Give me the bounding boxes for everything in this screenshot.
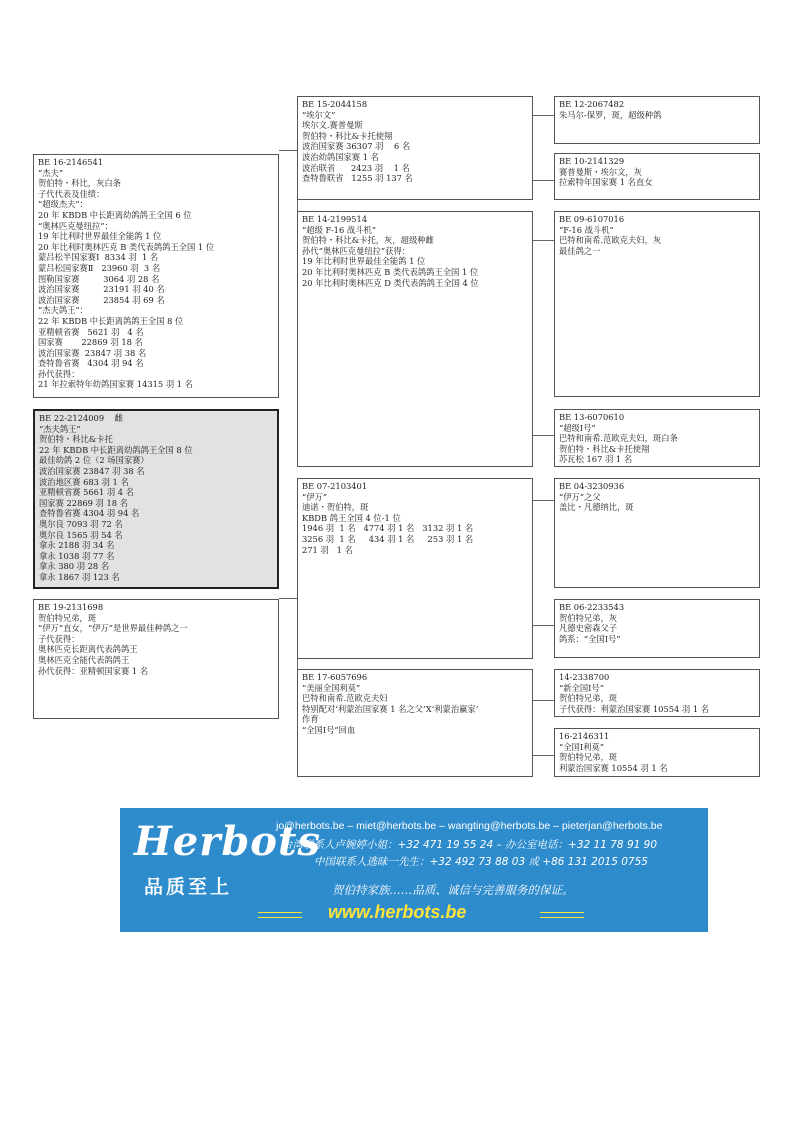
pedigree-line: “全国Ⅰ利莫” [559,741,604,752]
pedigree-line: BE 22-2124009 雌 [39,413,123,423]
pedigree-line: 埃尔文.赛普曼斯 [302,120,363,131]
pedigree-line: 22 年 KBDB 中长距离鸽鸽王全国 8 位 [38,315,184,326]
pedigree-subject-box [33,409,279,589]
pedigree-line: 朱马尔-保罗，斑，超级种鸽 [559,109,662,120]
pedigree-line: “F-16 战斗机” [559,224,614,235]
pedigree-line: 苏瓦松 167 羽 1 名 [559,454,633,465]
pedigree-line: 拉索特年国家赛 1 名直女 [559,177,653,188]
pedigree-line: 波治国家赛 23854 羽 69 名 [38,294,165,305]
banner-slogan: 品质至上 [144,876,233,898]
pedigree-line: 查特鲁联省 1255 羽 137 名 [302,173,413,184]
pedigree-line: BE 16-2146541 [38,157,104,167]
pedigree-sds-box [554,211,760,397]
pedigree-line: “埃尔文” [302,109,336,120]
pedigree-line: 奥尔良 1565 羽 54 名 [39,529,123,540]
banner-contact-china: 中国联系人逃昧一先生：+32 492 73 88 03 或 +86 131 2015 0755 [314,856,648,868]
pedigree-line: 孙代获得：亚精顿国家赛 1 名 [38,665,149,676]
banner-motto: 贺伯特家族……品质、诚信与完善服务的保证。 [332,883,574,897]
pedigree-line: 波治幼鸽国家赛 1 名 [302,151,379,162]
pedigree-line: BE 09-6107016 [559,214,625,224]
pedigree-line: 20 年比利时奥林匹克 B 类代表鸽鸽王全国 1 位 [38,241,215,252]
pedigree-line: 拿永 1867 羽 123 名 [39,571,120,582]
pedigree-line: 拿永 2188 羽 34 名 [39,540,115,551]
pedigree-line: 孙代获得： [38,368,80,379]
pedigree-line: 子代获得： [38,633,80,644]
pedigree-line: 迪诺・贺伯特，斑 [302,502,369,513]
pedigree-line: 19 年比利时世界最佳全能鸽 1 位 [38,231,162,242]
herbots-banner [120,808,708,932]
pedigree-line: BE 12-2067482 [559,99,625,109]
pedigree-line: 蒙吕松半国家赛Ⅰ 8334 羽 1 名 [38,252,159,263]
banner-rule-right [540,912,584,918]
pedigree-line: 1946 羽 1 名 4774 羽 1 名 3132 羽 1 名 [302,523,474,534]
pedigree-line: 奥林匹克长距离代表鸽鸽王 [38,644,138,655]
connector-line [533,180,554,181]
pedigree-line: 凡德史密森父子 [559,623,618,634]
pedigree-line: 蒙吕松国家赛Ⅱ 23960 羽 3 名 [38,262,161,273]
pedigree-dds-box [554,669,760,717]
pedigree-line: “杰夫” [38,167,64,178]
pedigree-line: 3256 羽 1 名 434 羽 1 名 253 羽 1 名 [302,533,474,544]
pedigree-line: BE 07-2103401 [302,481,368,491]
pedigree-line: “奥林匹克曼纽拉”： [38,220,113,231]
pedigree-line: 21 年拉索特年幼鸽国家赛 14315 羽 1 名 [38,379,193,390]
connector-line [533,755,554,756]
pedigree-line: 波治国家赛 23847 羽 38 名 [39,465,145,476]
pedigree-line: 波治国家赛 23847 羽 38 名 [38,347,147,358]
pedigree-line: 奥林匹克全能代表鸽鸽王 [38,654,130,665]
pedigree-ssd-box [554,153,760,200]
pedigree-line: “全国Ⅰ号”回血 [302,724,356,735]
pedigree-line: 巴特和南希.范欧克夫妇，斑白条 [559,433,678,444]
pedigree-line: 16-2146311 [559,731,610,741]
pedigree-line: 拿永 380 羽 28 名 [39,561,110,572]
pedigree-line: 贺伯特兄弟，斑 [38,612,97,623]
pedigree-line: “杰夫鸽王”： [38,305,88,316]
connector-line [533,625,554,626]
pedigree-line: 赛普曼斯・埃尔文，灰 [559,166,642,177]
pedigree-line: 贺伯特・科比&卡托，灰，超级种雌 [302,235,434,246]
pedigree-line: 拿永 1038 羽 77 名 [39,550,115,561]
pedigree-line: 贺伯特・科比&卡托 [39,434,113,445]
pedigree-sire-box [33,154,279,398]
pedigree-line: 贺伯特・科比，灰白条 [38,178,121,189]
pedigree-line: 盖比・凡德纳比，斑 [559,502,634,513]
pedigree-line: BE 06-2233543 [559,602,625,612]
pedigree-line: 查特鲁省赛 4304 羽 94 名 [38,358,144,369]
pedigree-line: 贺伯特兄弟，灰 [559,612,618,623]
pedigree-line: 作育 [302,714,319,725]
pedigree-line: 19 年比利时世界最佳全能鸽 1 位 [302,256,426,267]
pedigree-sdd-box [554,409,760,467]
connector-line [533,115,554,116]
connector-line [279,150,297,151]
pedigree-line: “伊万”之父 [559,491,601,502]
pedigree-dsd-box [554,599,760,658]
pedigree-line: “杰夫鸽王” [39,423,81,434]
pedigree-line: “超级 F-16 战斗机” [302,224,376,235]
pedigree-line: BE 04-3230936 [559,481,625,491]
pedigree-line: 波治国家赛 23191 羽 40 名 [38,284,165,295]
pedigree-line: 贺伯特・科比&卡托使翔 [302,130,393,141]
pedigree-sire-sire-box [297,96,533,200]
pedigree-sire-dam-box [297,211,533,467]
pedigree-line: 最佳幼鸽 2 位（2 场国家赛） [39,455,149,466]
connector-line [533,240,554,241]
pedigree-line: BE 19-2131698 [38,602,104,612]
pedigree-line: 271 羽 1 名 [302,544,353,555]
pedigree-line: “超级Ⅰ号” [559,422,596,433]
pedigree-line: 巴特和南希.范欧克夫妇 [302,693,388,704]
pedigree-line: 孙代“奥林匹克曼纽拉”获得： [302,245,411,256]
pedigree-line: 图勒国家赛 3064 羽 28 名 [38,273,160,284]
pedigree-line: KBDB 鸽王全国 4 位-1 位 [302,512,401,523]
pedigree-line: 查特鲁省赛 4304 羽 94 名 [39,508,140,519]
pedigree-ddd-box [554,728,760,777]
pedigree-line: 子代获得：利蒙治国家赛 10554 羽 1 名 [559,703,710,714]
pedigree-line: 波治联省 2423 羽 1 名 [302,162,410,173]
pedigree-line: 14-2338700 [559,672,610,682]
pedigree-line: 特别配对‘利蒙治国家赛 1 名之父’X‘利蒙治赢家’ [302,703,479,714]
pedigree-line: 国家赛 22869 羽 18 名 [38,337,143,348]
pedigree-sss-box [554,96,760,144]
pedigree-line: 20 年比利时奥林匹克 B 类代表鸽鸽王全国 1 位 [302,266,479,277]
pedigree-line: BE 17-6057696 [302,672,368,682]
herbots-logo: Herbots [134,818,321,865]
pedigree-line: BE 10-2141329 [559,156,625,166]
pedigree-line: 国家赛 22869 羽 18 名 [39,497,128,508]
pedigree-dam-sire-box [297,478,533,659]
pedigree-line: BE 13-6070610 [559,412,625,422]
pedigree-line: 鸽系：“全国Ⅰ号” [559,633,621,644]
pedigree-line: 20 年比利时奥林匹克 D 类代表鸽鸽王全国 4 位 [302,277,479,288]
pedigree-line: 亚精顿省赛 5661 羽 4 名 [39,487,135,498]
pedigree-line: BE 14-2199514 [302,214,368,224]
banner-emails[interactable]: jo@herbots.be – miet@herbots.be – wangting@herbots.be – pieterjan@herbots.be [276,820,663,832]
connector-line [533,435,554,436]
banner-rule-left [258,912,302,918]
pedigree-line: 贺伯特兄弟，斑 [559,693,618,704]
pedigree-line: 波治国家赛 36307 羽 6 名 [302,141,411,152]
pedigree-line: “伊万”直女，“伊万”是世界最佳种鸽之一 [38,623,188,634]
pedigree-dss-box [554,478,760,588]
pedigree-line: 20 年 KBDB 中长距离幼鸽鸽王全国 6 位 [38,209,192,220]
pedigree-line: 子代代表及佳绩： [38,188,105,199]
pedigree-line: 贺伯特・科比&卡托使翔 [559,443,650,454]
pedigree-line: BE 15-2044158 [302,99,368,109]
connector-line [279,598,297,599]
pedigree-line: “伊万” [302,491,328,502]
pedigree-line: “美丽全国利莫” [302,682,361,693]
banner-contact-taiwan: 台湾联系人卢婉婷小姐：+32 471 19 55 24 – 办公室电话：+32 11 78 91 90 [282,839,658,851]
pedigree-line: 亚精顿省赛 5621 羽 4 名 [38,326,144,337]
connector-line [533,700,554,701]
pedigree-line: 22 年 KBDB 中长距离幼鸽鸽王全国 8 位 [39,444,193,455]
pedigree-line: 利蒙治国家赛 10554 羽 1 名 [559,762,668,773]
pedigree-dam-box [33,599,279,719]
pedigree-line: 波治地区赛 683 羽 1 名 [39,476,129,487]
pedigree-line: “新全国Ⅰ号” [559,682,604,693]
pedigree-line: 巴特和南希.范欧克夫妇，灰 [559,235,662,246]
pedigree-line: 奥尔良 7093 羽 72 名 [39,518,123,529]
connector-line [533,500,554,501]
pedigree-line: 贺伯特兄弟，斑 [559,752,618,763]
pedigree-line: “超级杰夫”： [38,199,88,210]
website-link[interactable]: www.herbots.be [328,902,467,922]
pedigree-dam-dam-box [297,669,533,777]
pedigree-line: 最佳鸽之一 [559,245,601,256]
